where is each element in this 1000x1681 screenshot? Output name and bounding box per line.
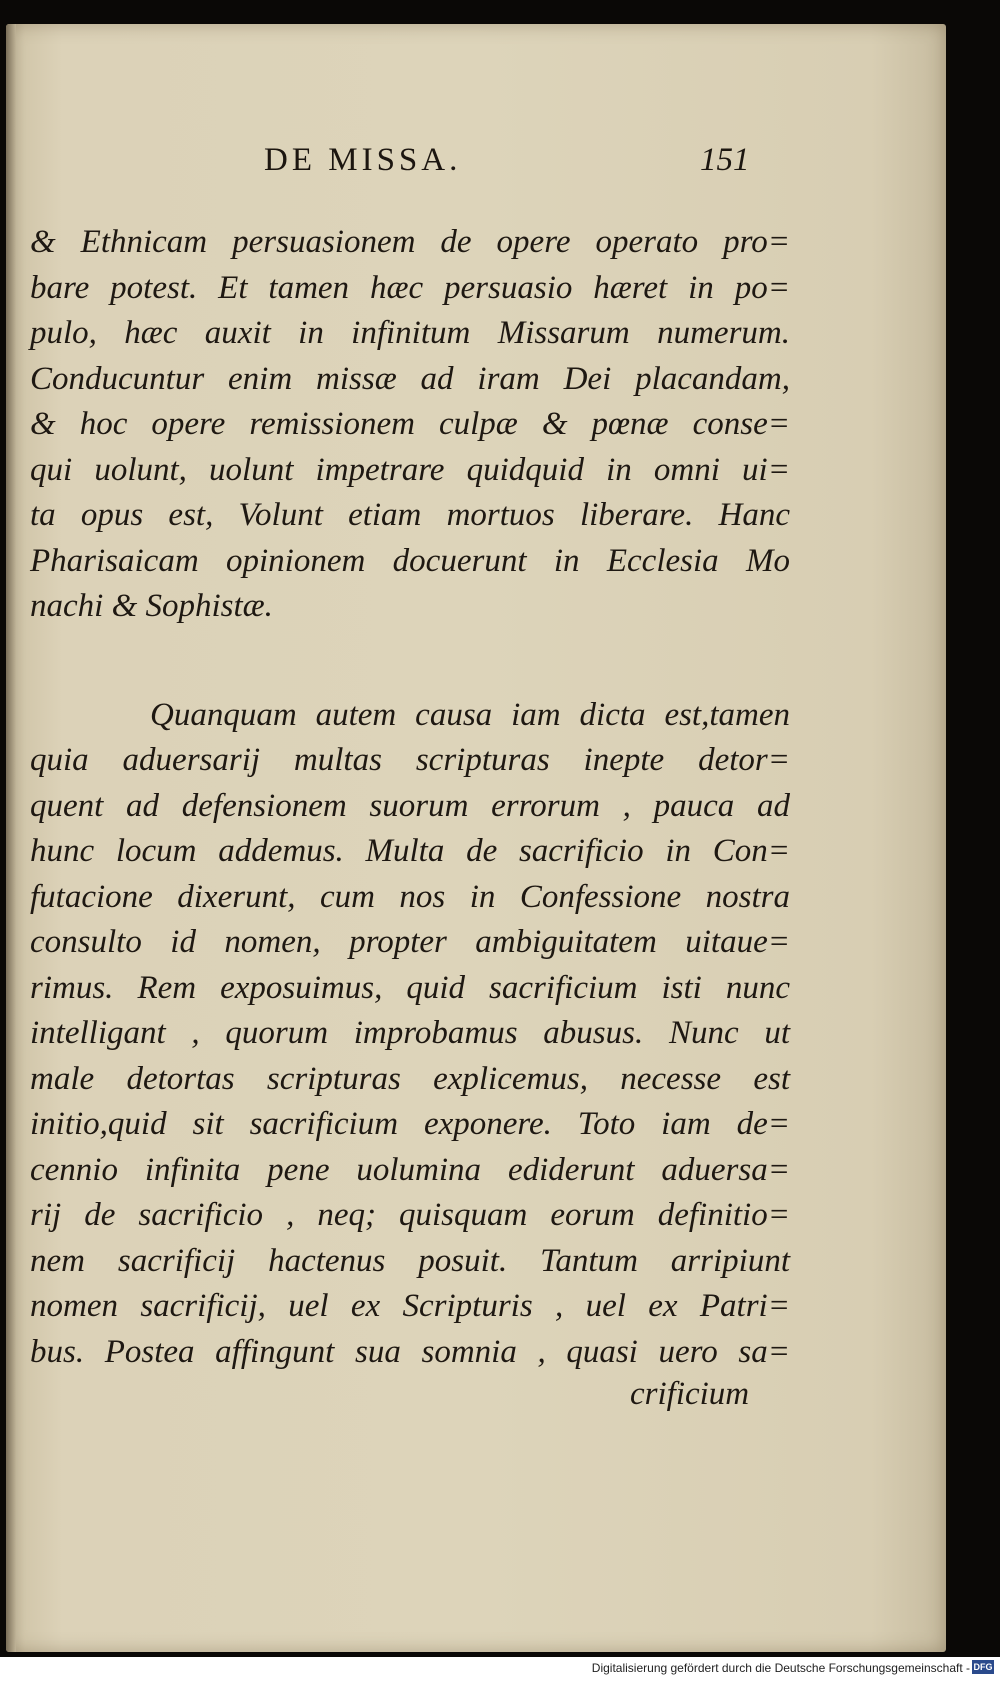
running-head-title: DE MISSA. (264, 142, 462, 178)
text-line: ta opus est, Volunt etiam mortuos liberare. Hanc (30, 497, 790, 533)
paragraph-gap (30, 630, 790, 693)
text-line: rimus. Rem exposuimus, quid sacrificium isti nunc (30, 969, 790, 1006)
text-line: nachi & Sophistæ. (30, 588, 273, 624)
dfg-logo: DFG (973, 1662, 993, 1672)
text-line: Quanquam autem causa iam dicta est,tamen (150, 696, 790, 733)
text-line: intelligant , quorum improbamus abusus. Nunc ut (30, 1015, 790, 1051)
text-line: quent ad defensionem suorum errorum , pauca ad (30, 787, 790, 824)
text-line: nomen sacrificij, uel ex Scripturis , uel ex Patri= (30, 1288, 790, 1324)
text-line: Pharisaicam opinionem docuerunt in Ecclesia Mo (30, 542, 790, 579)
paragraph-2 (30, 693, 790, 1376)
text-line: nem sacrificij hactenus posuit. Tantum arripiunt (30, 1242, 790, 1279)
page-number: 151 (700, 142, 750, 178)
book-page (6, 24, 946, 1652)
text-line: cennio infinita pene uolumina ediderunt aduersa= (30, 1151, 790, 1188)
running-head (6, 142, 946, 192)
text-line: quia aduersarij multas scripturas inepte detor= (30, 742, 790, 778)
text-line: initio,quid sit sacrificium exponere. Toto iam de= (30, 1106, 790, 1142)
text-line: male detortas scripturas explicemus, necesse est (30, 1060, 790, 1097)
catchword: crificium (630, 1376, 750, 1412)
text-line: consulto id nomen, propter ambiguitatem uitaue= (30, 924, 790, 960)
text-block (30, 220, 790, 1375)
text-line: qui uolunt, uolunt impetrare quidquid in omni ui= (30, 451, 790, 488)
text-line: Conducuntur enim missæ ad iram Dei placandam, (30, 360, 790, 397)
text-line: rij de sacrificio , neq; quisquam eorum definitio= (30, 1197, 790, 1233)
text-line: bus. Postea affingunt sua somnia , quasi uero sa= (30, 1333, 790, 1370)
paragraph-1 (30, 220, 790, 630)
page-gutter (6, 24, 16, 1652)
text-line: & Ethnicam persuasionem de opere operato pro= (30, 224, 790, 260)
footer-credit: Digitalisierung gefördert durch die Deutsche Forschungsgemeinschaft - (591, 1661, 970, 1675)
footer-bar (0, 1657, 1000, 1681)
text-line: & hoc opere remissionem culpæ & pœnæ conse= (30, 406, 790, 442)
text-line: pulo, hæc auxit in infinitum Missarum numerum. (30, 315, 790, 351)
text-line: futacione dixerunt, cum nos in Confessione nostra (30, 878, 790, 915)
text-line: hunc locum addemus. Multa de sacrificio in Con= (30, 833, 790, 869)
text-line: bare potest. Et tamen hæc persuasio hæret in po= (30, 269, 790, 306)
